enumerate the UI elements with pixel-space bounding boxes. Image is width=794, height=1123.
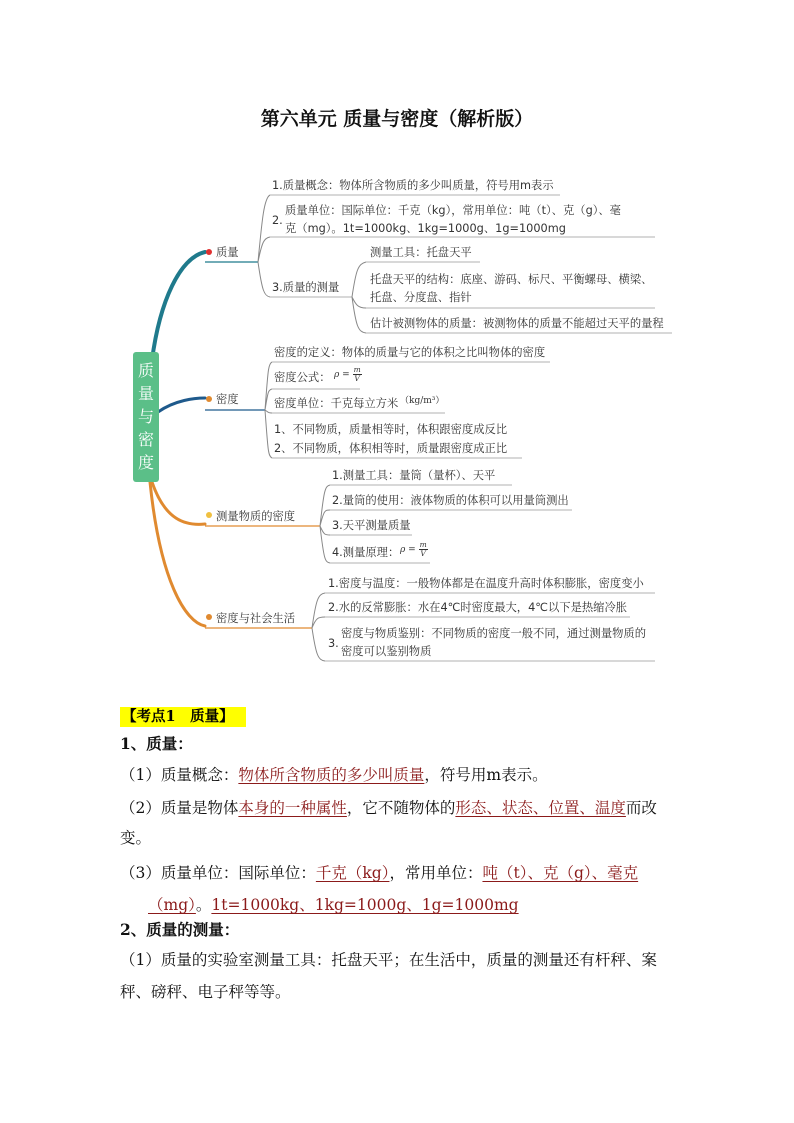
formula-denominator: V [354, 374, 360, 383]
mass-unit-prefix: 2. [272, 214, 283, 227]
society-item: 1.密度与温度：一般物体都是在温度升高时体积膨胀，密度变小 [328, 577, 644, 590]
mindmap-center-node [133, 352, 159, 482]
branch-dot-density [206, 396, 212, 402]
section-heading: 2、质量的测量： [120, 920, 240, 939]
center-char: 质 [137, 361, 154, 381]
branch-dot-measure-density [206, 512, 212, 518]
text: 。 [195, 896, 212, 914]
key-answer: 千克（kg） [315, 864, 390, 882]
measure-density-principle: 4.测量原理： [332, 546, 400, 559]
center-char: 与 [137, 406, 154, 426]
formula-numerator: m [419, 540, 427, 549]
mass-unit-line2: 克（mg）。1t=1000kg、1kg=1000g、1g=1000mg [285, 222, 566, 235]
society-item3-line1: 密度与物质鉴别：不同物质的密度一般不同，通过测量物质的 [341, 627, 647, 640]
branch-label-measure-density: 测量物质的密度 [216, 510, 296, 523]
formula-fraction [353, 366, 362, 383]
mass-balance-structure-2: 托盘、分度盘、指针 [370, 291, 472, 304]
paragraph-measure-tool: （1）质量的实验室测量工具：托盘天平；在生活中，质量的测量还有杆秤、案 [120, 951, 657, 969]
branch-curve-society [150, 482, 205, 626]
center-char: 度 [137, 452, 154, 472]
paragraph-mass-unit-cont [148, 893, 519, 915]
text: ，符号用m表示。 [424, 766, 548, 784]
key-answer: 物体所含物质的多少叫质量 [238, 766, 425, 784]
formula-numerator: m [353, 365, 361, 374]
measure-density-formula [400, 541, 428, 560]
density-definition: 密度的定义：物体的质量与它的体积之比叫物体的密度 [274, 346, 546, 359]
kaodian-heading: 【考点1 质量】 [120, 707, 246, 727]
branch-dot-mass [206, 249, 212, 255]
key-answer: 形态、状态、位置、温度 [455, 799, 626, 817]
mass-measure: 3.质量的测量 [272, 281, 340, 294]
b1-fan [258, 195, 270, 297]
mass-measure-tool: 测量工具：托盘天平 [370, 246, 472, 259]
text: ，它不随物体的 [346, 799, 456, 817]
b4-fan [312, 593, 325, 661]
b2-fan [265, 362, 272, 458]
section-heading: 1、质量： [120, 734, 193, 753]
center-char: 密 [137, 429, 154, 449]
density-unit: 密度单位：千克每立方米 [274, 397, 399, 410]
center-char: 量 [137, 384, 154, 404]
branch-label-density: 密度 [216, 393, 239, 406]
key-answer: 吨（t）、克（g）、毫克 [482, 864, 639, 882]
density-rule-1: 1、不同物质，质量相等时，体积跟密度成反比 [274, 423, 508, 436]
b1-sub-fan [352, 262, 366, 333]
measure-density-item: 3.天平测量质量 [332, 519, 411, 532]
society-item3-prefix: 3. [328, 637, 339, 650]
b3-fan [320, 485, 330, 563]
key-answer: （mg） [148, 896, 196, 914]
measure-density-item: 2.量筒的使用：液体物质的体积可以用量筒测出 [332, 494, 569, 507]
density-formula-label: 密度公式： [274, 371, 331, 384]
text: （1）质量概念： [120, 766, 239, 784]
branch-curve-measure [152, 482, 205, 524]
paragraph-mass-unit [120, 861, 638, 883]
text: 而改 [625, 799, 657, 817]
density-formula [334, 366, 362, 385]
density-rule-2: 2、不同物质，体积相等时，质量跟密度成正比 [274, 442, 508, 455]
formula-rho: ρ = [334, 370, 350, 380]
branch-curve-mass [152, 252, 205, 360]
text: （3）质量单位：国际单位： [120, 864, 316, 882]
paragraph-mass-property [120, 796, 657, 818]
paragraph-mass-property-cont: 变。 [120, 829, 152, 847]
key-answer: 本身的一种属性 [238, 799, 347, 817]
key-answer: 1t=1000kg、1kg=1000g、1g=1000mg [211, 896, 519, 914]
branch-curve-density [158, 398, 205, 412]
branch-label-mass: 质量 [216, 246, 239, 259]
mass-unit-line1: 质量单位：国际单位：千克（kg），常用单位：吨（t）、克（g）、毫 [285, 204, 621, 217]
page-title: 第六单元 质量与密度（解析版） [260, 108, 534, 130]
density-unit-symbol: （kg/m³） [400, 396, 445, 406]
mass-concept: 1.质量概念：物体所含物质的多少叫质量，符号用m表示 [272, 179, 554, 192]
text: （2）质量是物体 [120, 799, 239, 817]
measure-density-item: 1.测量工具：量筒（量杯）、天平 [332, 469, 496, 482]
formula-denominator: V [420, 549, 426, 558]
formula-fraction [419, 541, 428, 558]
society-item3-line2: 密度可以鉴别物质 [341, 645, 432, 658]
paragraph-mass-concept [120, 763, 548, 785]
formula-rho: ρ = [400, 545, 416, 555]
mass-estimate: 估计被测物体的质量：被测物体的质量不能超过天平的量程 [370, 317, 664, 330]
text: ，常用单位： [389, 864, 483, 882]
branch-dot-society [206, 614, 212, 620]
paragraph-measure-tool-cont: 秤、磅秤、电子秤等等。 [120, 983, 291, 1001]
mass-balance-structure-1: 托盘天平的结构：底座、游码、标尺、平衡螺母、横梁、 [370, 273, 653, 286]
society-item: 2.水的反常膨胀：水在4℃时密度最大，4℃以下是热缩冷胀 [328, 601, 628, 614]
branch-label-society: 密度与社会生活 [216, 612, 296, 625]
